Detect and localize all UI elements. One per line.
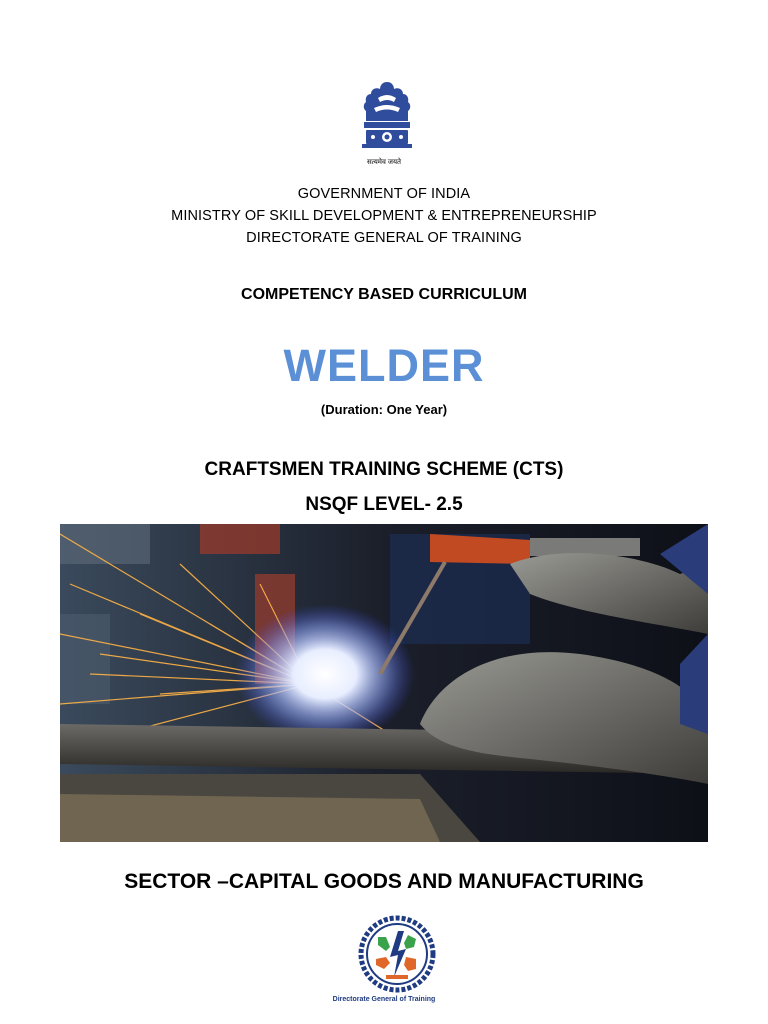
sector-title: SECTOR –CAPITAL GOODS AND MANUFACTURING xyxy=(124,870,644,893)
directorate-line: DIRECTORATE GENERAL OF TRAINING xyxy=(246,230,522,246)
dgt-caption: Directorate General of Training xyxy=(332,996,436,1003)
trade-title: WELDER xyxy=(283,340,485,391)
scheme-title: CRAFTSMEN TRAINING SCHEME (CTS) xyxy=(204,459,564,480)
dgt-logo-icon xyxy=(358,915,436,993)
government-line: GOVERNMENT OF INDIA xyxy=(297,186,471,202)
duration-text: (Duration: One Year) xyxy=(320,402,448,417)
national-emblem-icon xyxy=(354,78,420,168)
welding-photo xyxy=(60,524,708,842)
curriculum-label: COMPETENCY BASED CURRICULUM xyxy=(241,286,527,303)
nsqf-level: NSQF LEVEL- 2.5 xyxy=(305,494,463,515)
emblem-motto: सत्यमेव जयते xyxy=(366,159,402,166)
ministry-line: MINISTRY OF SKILL DEVELOPMENT & ENTREPRENEURSHIP xyxy=(171,208,597,224)
